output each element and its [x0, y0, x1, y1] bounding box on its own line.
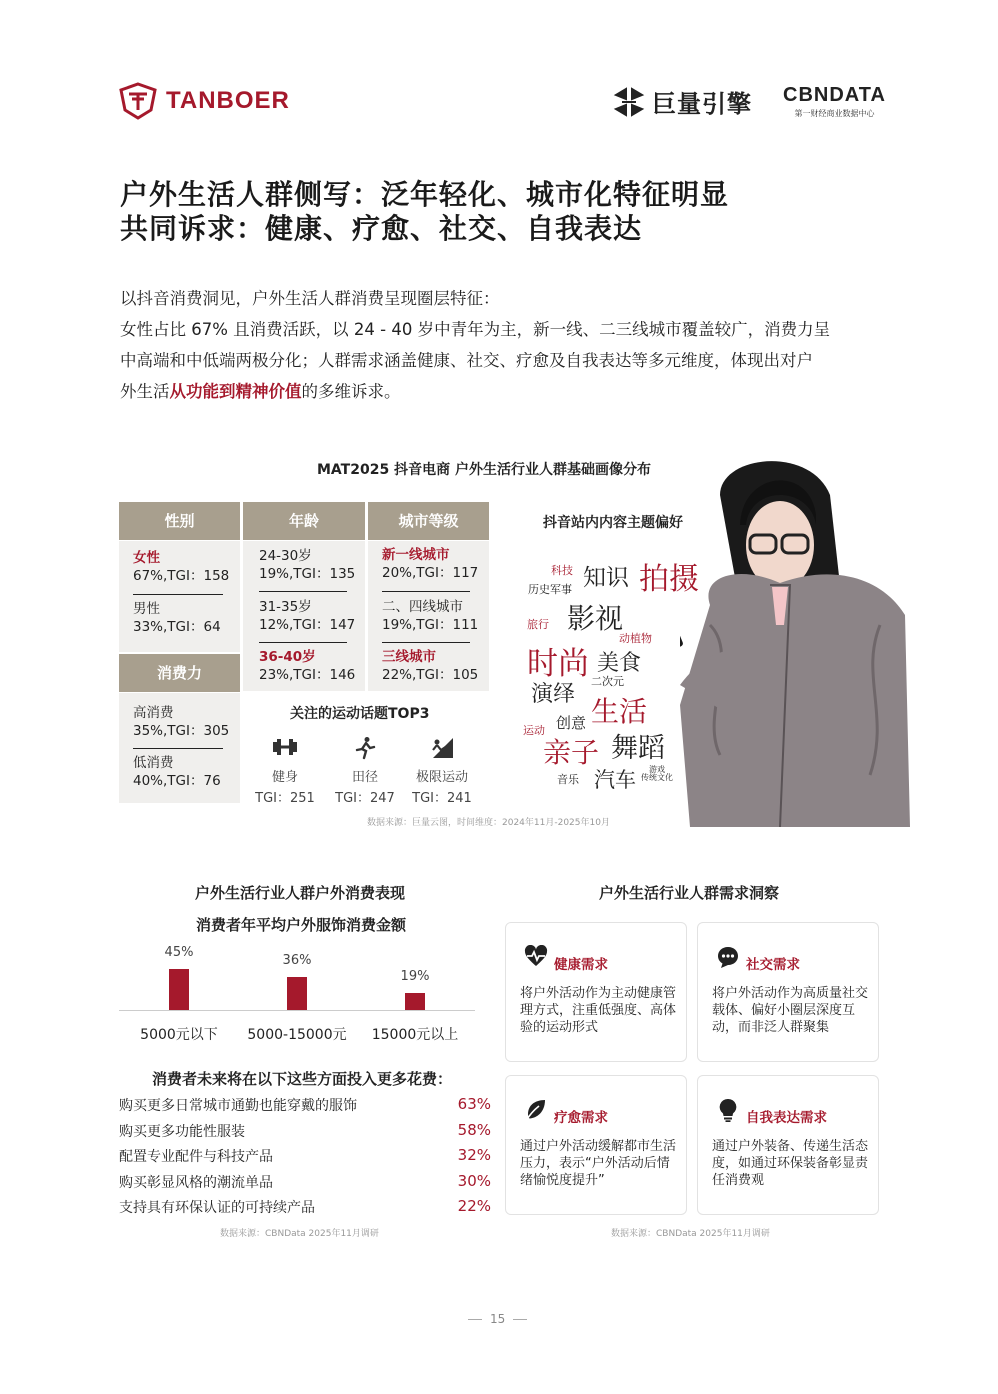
- climbing-icon: [429, 736, 455, 760]
- bar-value-label: 19%: [400, 968, 430, 984]
- word: 拍摄: [639, 562, 699, 597]
- healing-need-card: [505, 1075, 687, 1215]
- portrait-source: 数据来源：巨量云图，时间维度：2024年11月-2025年10月: [367, 818, 610, 828]
- heartbeat-icon: [524, 945, 548, 969]
- female-stat: 女性 67%,TGI：158: [133, 550, 230, 584]
- card-desc: 将户外活动作为高质量社交载体、偏好小圈层深度互动，而非泛人群聚集: [712, 986, 869, 1035]
- word: 旅行: [527, 618, 549, 631]
- self-expression-card: [697, 1075, 879, 1215]
- invest-percent: 32%: [457, 1146, 491, 1164]
- category-label: 5000元以下: [140, 1027, 218, 1043]
- sport-item: 极限运动 TGI：241: [406, 736, 478, 806]
- runner-icon: [353, 736, 377, 760]
- city-stat: 二、四线城市 19%,TGI：111: [382, 599, 479, 633]
- divider: [133, 748, 223, 749]
- invest-percent: 63%: [457, 1095, 491, 1113]
- word: 传统文化: [641, 773, 673, 782]
- tanboer-wordmark: TANBOER: [166, 87, 290, 114]
- intro-line: 外生活从功能到精神价值的多维诉求。: [120, 382, 401, 401]
- card-desc: 将户外活动作为主动健康管理方式，注重低强度、高体验的运动形式: [520, 986, 677, 1035]
- word: 音乐: [557, 773, 579, 786]
- page-footer: [468, 1312, 527, 1326]
- page-number: 15: [490, 1312, 506, 1326]
- woman-with-phone-illustration: [680, 455, 910, 827]
- word: 动植物: [619, 632, 652, 645]
- chart-baseline: [119, 1010, 475, 1011]
- tanboer-shield-icon: [118, 82, 158, 120]
- invest-percent: 30%: [457, 1171, 491, 1190]
- city-cell: [368, 541, 489, 691]
- cbndata-subtitle: 第一财经商业数据中心: [794, 109, 875, 118]
- chat-bubble-icon: [716, 945, 740, 969]
- word: 生活: [591, 695, 648, 728]
- intro-line: 中高端和中低端两极分化；人群需求涵盖健康、社交、疗愈及自我表达等多元维度，体现出对户: [120, 351, 813, 370]
- chart-title: 消费者年平均户外服饰消费金额: [196, 916, 407, 934]
- invest-label: 购买更多日常城市通勤也能穿戴的服饰: [119, 1098, 357, 1114]
- invest-row: [119, 1172, 491, 1194]
- divider: [259, 642, 347, 643]
- invest-percent: 58%: [457, 1120, 491, 1139]
- bar: [405, 993, 425, 1010]
- word: 亲子: [543, 736, 600, 769]
- word: 美食: [597, 651, 642, 676]
- gender-header: 性别: [119, 502, 240, 540]
- health-need-card: [505, 922, 687, 1062]
- lightbulb-icon: [716, 1098, 740, 1122]
- word: 游戏: [649, 765, 665, 774]
- card-title: 疗愈需求: [554, 1110, 608, 1126]
- word-cloud-title: 抖音站内内容主题偏好: [543, 515, 683, 531]
- spend-header: 消费力: [119, 654, 240, 692]
- card-title: 自我表达需求: [746, 1110, 827, 1126]
- divider: [382, 591, 470, 592]
- sports-title: 关注的运动话题TOP3: [290, 706, 430, 722]
- tanboer-logo: [118, 82, 290, 120]
- bar: [169, 969, 189, 1010]
- card-title: 健康需求: [554, 957, 608, 973]
- social-need-card: [697, 922, 879, 1062]
- word: 科技: [551, 564, 573, 577]
- invest-label: 购买更多功能性服装: [119, 1123, 245, 1140]
- invest-percent: 22%: [457, 1197, 491, 1215]
- word: 历史军事: [528, 583, 572, 596]
- low-spend-stat: 低消费 40%,TGI：76: [133, 755, 221, 789]
- word: 汽车: [594, 768, 636, 792]
- juliang-logo: [612, 84, 752, 119]
- invest-row: [119, 1095, 491, 1117]
- invest-label: 购买彰显风格的潮流单品: [119, 1174, 273, 1191]
- city-header: 城市等级: [368, 502, 489, 540]
- invest-label: 配置专业配件与科技产品: [119, 1149, 273, 1165]
- word: 影视: [567, 602, 624, 635]
- needs-title: 户外生活行业人群需求洞察: [599, 884, 780, 902]
- divider: [259, 591, 347, 592]
- word: 演绎: [531, 682, 576, 707]
- gender-cell: [119, 541, 240, 652]
- spend-bar-chart: [119, 940, 491, 1052]
- card-desc: 通过户外装备、传递生活态度，如通过环保装备彰显责任消费观: [712, 1139, 869, 1188]
- age-stat: 31-35岁 12%,TGI：147: [259, 599, 356, 633]
- sport-item: 健身 TGI：251: [250, 736, 320, 806]
- needs-source: 数据来源：CBNData 2025年11月调研: [611, 1229, 770, 1239]
- page-title-line2: 共同诉求：健康、疗愈、社交、自我表达: [120, 212, 643, 245]
- word: 创意: [556, 714, 587, 732]
- word: 知识: [583, 565, 629, 591]
- page-title-line1: 户外生活人群侧写：泛年轻化、城市化特征明显: [120, 178, 730, 211]
- card-desc: 通过户外活动缓解都市生活压力，表示“户外活动后情绪愉悦度提升”: [520, 1139, 677, 1188]
- invest-row: [119, 1121, 491, 1143]
- bar-value-label: 36%: [282, 952, 312, 968]
- word: 运动: [523, 724, 545, 737]
- spend-cell: [119, 693, 240, 803]
- invest-row: [119, 1197, 491, 1219]
- city-stat-highlight: 新一线城市 20%,TGI：117: [382, 547, 479, 581]
- intro-line: 女性占比 67% 且消费活跃，以 24 - 40 岁中青年为主，新一线、二三线城市覆盖较广，消费力呈: [120, 320, 831, 339]
- sport-item: 田径 TGI：247: [330, 736, 400, 806]
- bar: [287, 977, 307, 1010]
- word: 时尚: [527, 646, 589, 682]
- cbndata-wordmark: CBNDATA: [783, 84, 886, 106]
- age-cell: [243, 541, 365, 691]
- invest-label: 支持具有环保认证的可持续产品: [119, 1200, 315, 1216]
- male-stat: 男性 33%,TGI：64: [133, 601, 221, 635]
- category-label: 5000-15000元: [247, 1027, 347, 1043]
- age-header: 年龄: [243, 502, 365, 540]
- intro-paragraph: [120, 283, 880, 407]
- consume-source: 数据来源：CBNData 2025年11月调研: [220, 1229, 379, 1239]
- bar-value-label: 45%: [164, 944, 194, 960]
- leaf-icon: [524, 1098, 548, 1122]
- intro-line: 以抖音消费洞见，户外生活人群消费呈现圈层特征：: [120, 289, 500, 308]
- portrait-title: MAT2025 抖音电商 户外生活行业人群基础画像分布: [317, 462, 651, 478]
- high-spend-stat: 高消费 35%,TGI：305: [133, 705, 230, 739]
- consume-title: 户外生活行业人群户外消费表现: [195, 884, 406, 902]
- dumbbell-icon: [271, 736, 299, 758]
- intro-highlight: 从功能到精神价值: [169, 382, 302, 401]
- age-stat-highlight: 36-40岁 23%,TGI：146: [259, 649, 356, 683]
- word: 二次元: [591, 675, 624, 688]
- word: 舞蹈: [611, 733, 665, 764]
- invest-row: [119, 1146, 491, 1168]
- divider: [133, 594, 223, 595]
- category-label: 15000元以上: [371, 1027, 459, 1043]
- divider: [382, 642, 470, 643]
- age-stat: 24-30岁 19%,TGI：135: [259, 548, 356, 582]
- card-title: 社交需求: [746, 957, 800, 973]
- invest-title: 消费者未来将在以下这些方面投入更多花费：: [152, 1070, 453, 1088]
- juliang-mark-icon: [612, 85, 646, 119]
- juliang-wordmark: 巨量引擎: [652, 90, 752, 118]
- city-stat-highlight: 三线城市 22%,TGI：105: [382, 649, 479, 683]
- cbndata-logo: [783, 84, 886, 119]
